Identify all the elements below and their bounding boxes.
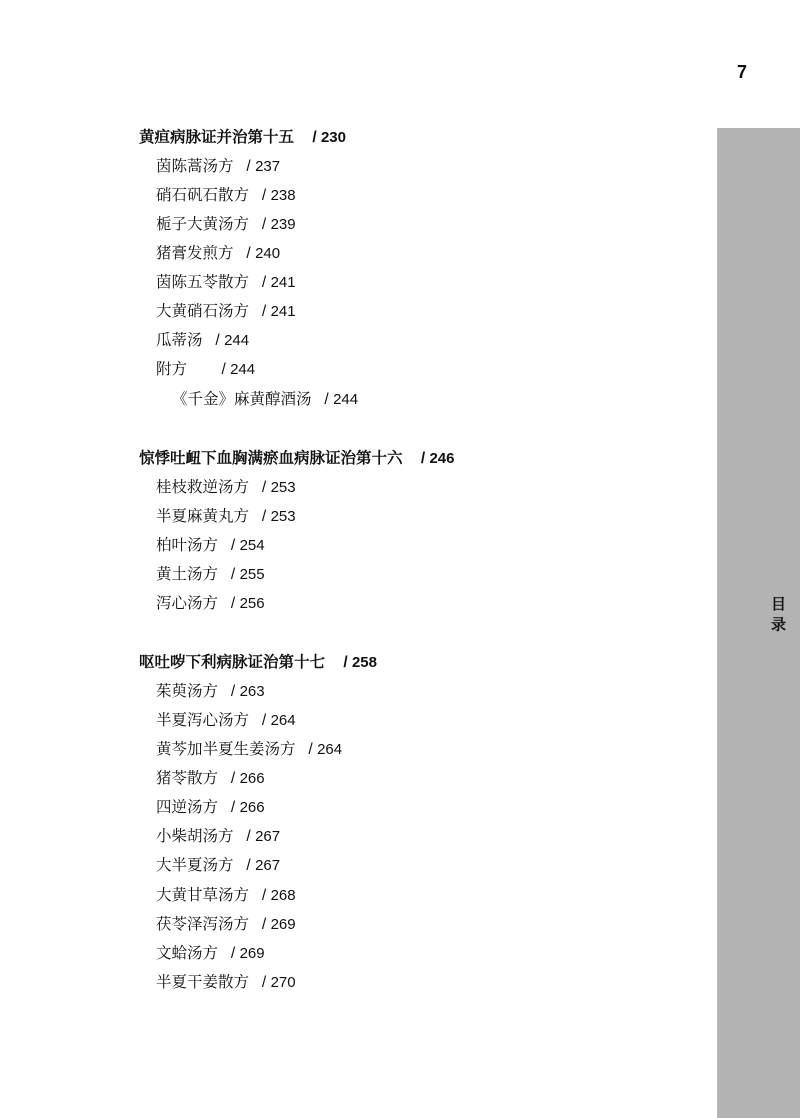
entry-title: 大半夏汤方 — [156, 856, 234, 874]
entry-title: 栀子大黄汤方 — [156, 215, 250, 233]
toc-entry[interactable]: 桂枝救逆汤方 / 253 — [156, 478, 296, 496]
entry-title: 猪苓散方 — [156, 769, 219, 787]
entry-page: 240 — [255, 245, 281, 262]
entry-title: 硝石矾石散方 — [156, 186, 250, 204]
entry-page: 264 — [270, 712, 296, 729]
entry-page: 254 — [239, 537, 265, 554]
entry-title: 半夏泻心汤方 — [156, 711, 250, 729]
entry-page: 267 — [255, 828, 281, 845]
entry-title: 柏叶汤方 — [156, 536, 219, 554]
entry-page: 255 — [239, 566, 265, 583]
toc-entry[interactable]: 茱萸汤方 / 263 — [156, 682, 265, 700]
entry-page: 241 — [270, 303, 296, 320]
entry-title: 大黄硝石汤方 — [156, 302, 250, 320]
entry-title: 小柴胡汤方 — [156, 827, 234, 845]
entry-title: 茵陈五苓散方 — [156, 273, 250, 291]
toc-entry[interactable]: 黄土汤方 / 255 — [156, 565, 265, 583]
toc-entry[interactable]: 小柴胡汤方 / 267 — [156, 827, 281, 845]
page-number: 7 — [737, 62, 748, 82]
entry-page: 253 — [270, 479, 296, 496]
toc-entry[interactable]: 瓜蒂汤 / 244 — [156, 331, 250, 349]
section-title: 黄疸病脉证并治第十五 — [139, 128, 295, 146]
entry-page: 270 — [270, 974, 296, 991]
entry-page: 237 — [255, 158, 281, 175]
toc-entry[interactable]: 黄芩加半夏生姜汤方 / 264 — [156, 740, 343, 758]
toc-entry[interactable]: 猪膏发煎方 / 240 — [156, 244, 281, 262]
section-page: 246 — [429, 450, 455, 467]
entry-title: 半夏麻黄丸方 — [156, 507, 250, 525]
entry-title: 瓜蒂汤 — [156, 331, 203, 349]
toc-entry[interactable]: 猪苓散方 / 266 — [156, 769, 265, 787]
toc-entry[interactable]: 四逆汤方 / 266 — [156, 798, 265, 816]
toc-entry[interactable]: 文蛤汤方 / 269 — [156, 944, 265, 962]
section-heading[interactable]: 惊悸吐衄下血胸满瘀血病脉证治第十六 / 246 — [139, 449, 455, 467]
entry-title: 四逆汤方 — [156, 798, 219, 816]
toc-entry[interactable]: 附方 / 244 — [156, 360, 256, 378]
toc-entry[interactable]: 柏叶汤方 / 254 — [156, 536, 265, 554]
entry-title: 黄芩加半夏生姜汤方 — [156, 740, 296, 758]
entry-page: 266 — [239, 770, 265, 787]
section-title: 呕吐哕下利病脉证治第十七 — [139, 653, 326, 671]
entry-title: 文蛤汤方 — [156, 944, 219, 962]
section-heading[interactable]: 黄疸病脉证并治第十五 / 230 — [139, 128, 346, 146]
entry-title: 桂枝救逆汤方 — [156, 478, 250, 496]
entry-page: 244 — [333, 391, 359, 408]
toc-entry[interactable]: 半夏干姜散方 / 270 — [156, 973, 296, 991]
entry-title: 半夏干姜散方 — [156, 973, 250, 991]
entry-page: 244 — [224, 332, 250, 349]
toc-entry[interactable]: 茯苓泽泻汤方 / 269 — [156, 915, 296, 933]
toc-entry[interactable]: 半夏麻黄丸方 / 253 — [156, 507, 296, 525]
entry-page: 268 — [270, 887, 296, 904]
toc-entry[interactable]: 茵陈五苓散方 / 241 — [156, 273, 296, 291]
entry-page: 256 — [239, 595, 265, 612]
toc-entry[interactable]: 泻心汤方 / 256 — [156, 594, 265, 612]
entry-title: 泻心汤方 — [156, 594, 219, 612]
toc-entry[interactable]: 大半夏汤方 / 267 — [156, 856, 281, 874]
side-tab-label: 目 录 — [769, 596, 787, 632]
entry-title: 附方 — [156, 360, 188, 378]
section-title: 惊悸吐衄下血胸满瘀血病脉证治第十六 — [139, 449, 403, 467]
entry-title: 茵陈蒿汤方 — [156, 157, 234, 175]
entry-page: 269 — [239, 945, 265, 962]
entry-title: 茯苓泽泻汤方 — [156, 915, 250, 933]
section-heading[interactable]: 呕吐哕下利病脉证治第十七 / 258 — [139, 653, 377, 671]
entry-page: 244 — [230, 361, 256, 378]
entry-title: 大黄甘草汤方 — [156, 886, 250, 904]
entry-page: 264 — [317, 741, 343, 758]
entry-title: 《千金》麻黄醇酒汤 — [172, 390, 312, 408]
toc-entry[interactable]: 茵陈蒿汤方 / 237 — [156, 157, 281, 175]
toc-entry[interactable]: 半夏泻心汤方 / 264 — [156, 711, 296, 729]
toc-entry[interactable]: 大黄甘草汤方 / 268 — [156, 886, 296, 904]
toc-entry[interactable]: 硝石矾石散方 / 238 — [156, 186, 296, 204]
entry-page: 266 — [239, 799, 265, 816]
entry-page: 267 — [255, 857, 281, 874]
entry-title: 黄土汤方 — [156, 565, 219, 583]
entry-title: 茱萸汤方 — [156, 682, 219, 700]
toc-entry[interactable]: 栀子大黄汤方 / 239 — [156, 215, 296, 233]
entry-page: 238 — [270, 187, 296, 204]
section-page: 258 — [351, 654, 377, 671]
toc-entry[interactable]: 《千金》麻黄醇酒汤 / 244 — [172, 390, 359, 408]
entry-page: 253 — [270, 508, 296, 525]
entry-page: 269 — [270, 916, 296, 933]
section-page: 230 — [320, 129, 346, 146]
entry-page: 239 — [270, 216, 296, 233]
entry-page: 263 — [239, 683, 265, 700]
entry-title: 猪膏发煎方 — [156, 244, 234, 262]
side-tab — [717, 128, 800, 1118]
entry-page: 241 — [270, 274, 296, 291]
toc-entry[interactable]: 大黄硝石汤方 / 241 — [156, 302, 296, 320]
